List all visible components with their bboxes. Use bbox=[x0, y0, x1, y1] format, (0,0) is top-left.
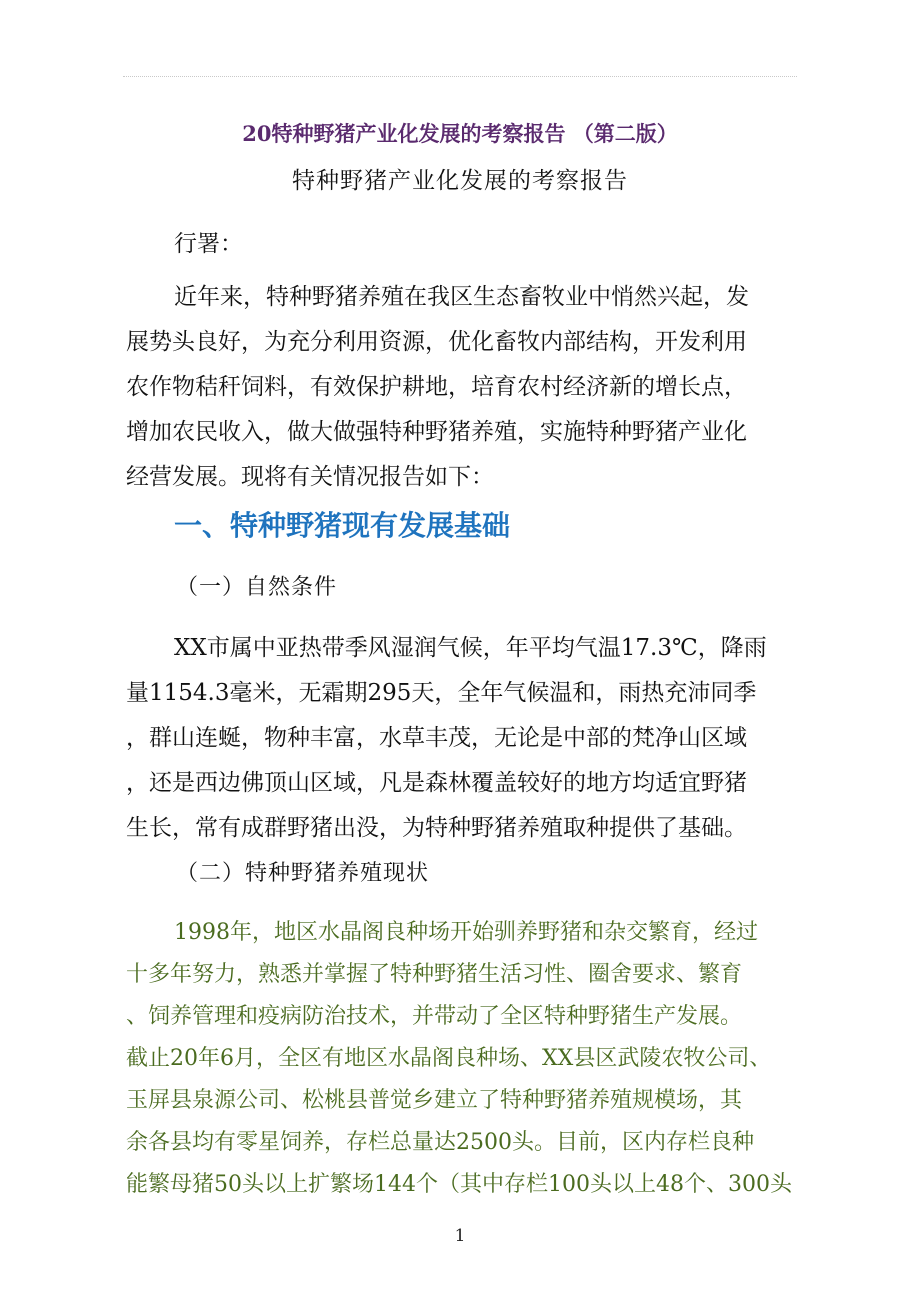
intro-line: 近年来，特种野猪养殖在我区生态畜牧业中悄然兴起，发 bbox=[174, 284, 749, 310]
intro-line: 农作物秸秆饲料，有效保护耕地，培育农村经济新的增长点， bbox=[126, 374, 747, 400]
body-line: 生长，常有成群野猪出没，为特种野猪养殖取种提供了基础。 bbox=[126, 815, 747, 841]
body-line: 量1154.3毫米，无霜期295天，全年气候温和，雨热充沛同季 bbox=[126, 680, 757, 706]
body-line: 玉屏县泉源公司、松桃县普觉乡建立了特种野猪养殖规模场，其 bbox=[126, 1088, 743, 1113]
intro-line: 增加农民收入，做大做强特种野猪养殖，实施特种野猪产业化 bbox=[126, 419, 747, 445]
farming-status-paragraph bbox=[126, 912, 794, 1206]
body-line: ，群山连蜒，物种丰富，水草丰茂，无论是中部的梵净山区域 bbox=[126, 725, 747, 751]
intro-paragraph bbox=[126, 275, 794, 500]
body-line: 能繁母猪50头以上扩繁场144个（其中存栏100头以上48个、300头 bbox=[126, 1172, 792, 1197]
page-number: 1 bbox=[454, 1226, 466, 1246]
intro-line: 展势头良好，为充分利用资源，优化畜牧内部结构，开发利用 bbox=[126, 329, 747, 355]
body-line: 1998年，地区水晶阁良种场开始驯养野猪和杂交繁育，经过 bbox=[174, 920, 758, 945]
header-rule bbox=[123, 76, 797, 77]
document-title: 20特种野猪产业化发展的考察报告 （第二版） bbox=[242, 121, 678, 146]
subsection-heading: （二）特种野猪养殖现状 bbox=[176, 861, 430, 886]
subsection-heading: （一）自然条件 bbox=[176, 575, 338, 600]
body-line: 截止20年6月，全区有地区水晶阁良种场、XX县区武陵农牧公司、 bbox=[126, 1046, 772, 1071]
natural-conditions-paragraph bbox=[126, 626, 794, 851]
greeting bbox=[174, 222, 842, 267]
document-subtitle: 特种野猪产业化发展的考察报告 bbox=[292, 168, 628, 194]
section-heading: 一、特种野猪现有发展基础 bbox=[174, 509, 511, 542]
body-line: ，还是西边佛顶山区域，凡是森林覆盖较好的地方均适宜野猪 bbox=[126, 770, 747, 796]
body-line: 十多年努力，熟悉并掌握了特种野猪生活习性、圈舍要求、繁育 bbox=[126, 962, 743, 987]
body-line: 、饲养管理和疫病防治技术，并带动了全区特种野猪生产发展。 bbox=[126, 1004, 743, 1029]
body-line: 余各县均有零星饲养，存栏总量达2500头。目前，区内存栏良种 bbox=[126, 1130, 754, 1155]
greeting-text: 行署： bbox=[174, 231, 243, 257]
body-line: XX市属中亚热带季风湿润气候，年平均气温17.3℃，降雨 bbox=[174, 635, 767, 661]
intro-line: 经营发展。现将有关情况报告如下： bbox=[126, 464, 494, 490]
